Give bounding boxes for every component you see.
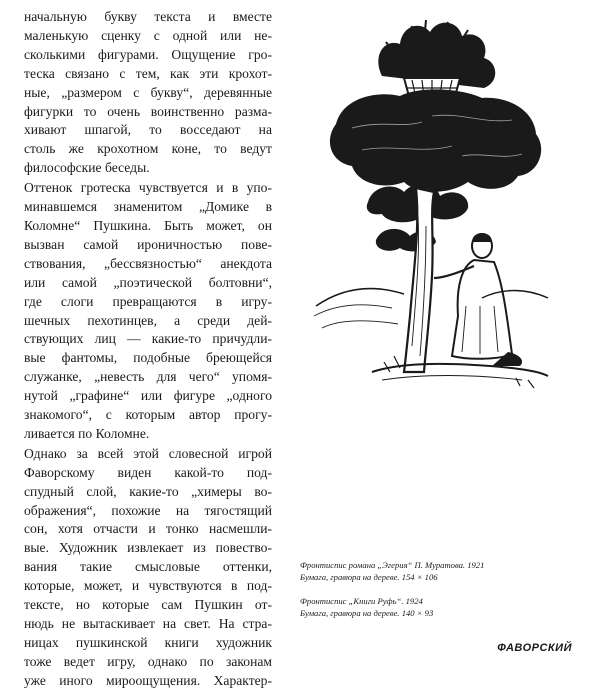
text-line: тоже ведет игру, однако по законам bbox=[24, 653, 272, 669]
body-text-column bbox=[24, 8, 272, 691]
text-line: сколькими фигурами. Ощущение гро- bbox=[24, 46, 272, 62]
text-line: Коломне“ Пушкина. Быть может, он bbox=[24, 217, 272, 233]
figure-captions bbox=[300, 560, 585, 632]
caption-title: Фронтиспис романа „Эгерия“ П. Муратова. 1921 bbox=[300, 560, 485, 570]
paragraph-1 bbox=[24, 8, 272, 178]
text-line: которые, может, и чувствуются в под- bbox=[24, 578, 272, 594]
text-line: нюдь не вытаскивает на свет. На стра- bbox=[24, 616, 272, 631]
text-line: вые. Художник извлекает из повество- bbox=[24, 540, 272, 556]
paragraph-2 bbox=[24, 179, 272, 444]
text-line: фигурки то очень воинственно разма- bbox=[24, 103, 272, 119]
text-line: маленькую сценку с одной или не- bbox=[24, 27, 272, 43]
text-line: вые фантомы, подобные бреющейся bbox=[24, 350, 272, 366]
text-line: уже иного мироощущения. Характер- bbox=[24, 672, 272, 688]
text-line: вания такие смысловые оттенки, bbox=[24, 559, 272, 575]
text-line: Оттенок гротеска чувствуется и в упо- bbox=[24, 180, 272, 196]
text-line: ливается по Коломне. bbox=[24, 425, 150, 441]
text-line: теска связано с тем, как эти крохот- bbox=[24, 65, 272, 81]
text-line: начальную букву текста и вместе bbox=[24, 9, 272, 24]
paragraph-3 bbox=[24, 445, 272, 691]
text-line: служанке, „невесть для чего“ упомя- bbox=[24, 369, 272, 385]
text-line: ные, „размером с букву“, деревянные bbox=[24, 84, 272, 100]
text-line: ображения“, похожие на тягостящий bbox=[24, 502, 272, 518]
text-line: шечных пехотинцев, а среди дей- bbox=[24, 312, 272, 328]
text-line: хивают шпагой, то восседают на bbox=[24, 122, 272, 138]
text-line: сон, хотя отчасти и тонко насмешли- bbox=[24, 521, 272, 537]
caption-title: Фронтиспис „Книги Руфь“. 1924 bbox=[300, 596, 423, 606]
text-line: Однако за всей этой словесной игрой bbox=[24, 445, 272, 461]
text-line: или самой „поэтической болтовни“, bbox=[24, 274, 272, 290]
tree-canopy-dark bbox=[330, 89, 541, 191]
text-line: спудный слой, какие-то „химеры во- bbox=[24, 483, 272, 499]
caption-ruth bbox=[300, 596, 585, 619]
text-line: Фаворскому виден какой-то под- bbox=[24, 464, 272, 480]
kneeling-figure bbox=[434, 233, 522, 366]
text-line: тексте, но которые сам Пушкин от- bbox=[24, 597, 272, 613]
text-line: нутой „графине“ или фигуре „одного bbox=[24, 388, 272, 404]
text-line: столь же крохотном коне, то ведут bbox=[24, 141, 272, 157]
text-line: ницах пушкинской книги художник bbox=[24, 634, 272, 650]
text-line: ствующих лиц — какие-то причудли- bbox=[24, 331, 272, 347]
caption-detail: Бумага, гравюра на дереве. 154 × 106 bbox=[300, 571, 438, 582]
text-line: ствования, „бессвязностью“ анекдота bbox=[24, 255, 272, 271]
running-head: ФАВОРСКИЙ bbox=[497, 642, 572, 654]
text-line: минавшемся знаменитом „Домике в bbox=[24, 199, 272, 215]
text-line: где слоги превращаются в игру- bbox=[24, 293, 272, 309]
caption-detail: Бумага, гравюра на дереве. 140 × 93 bbox=[300, 607, 434, 618]
text-line: вызван самой ироничностью пове- bbox=[24, 236, 272, 252]
caption-egeria bbox=[300, 560, 585, 583]
text-line: философские беседы. bbox=[24, 160, 150, 176]
woodcut-illustration bbox=[312, 16, 552, 406]
text-line: знакомого“, с которым автор прогу- bbox=[24, 407, 272, 423]
